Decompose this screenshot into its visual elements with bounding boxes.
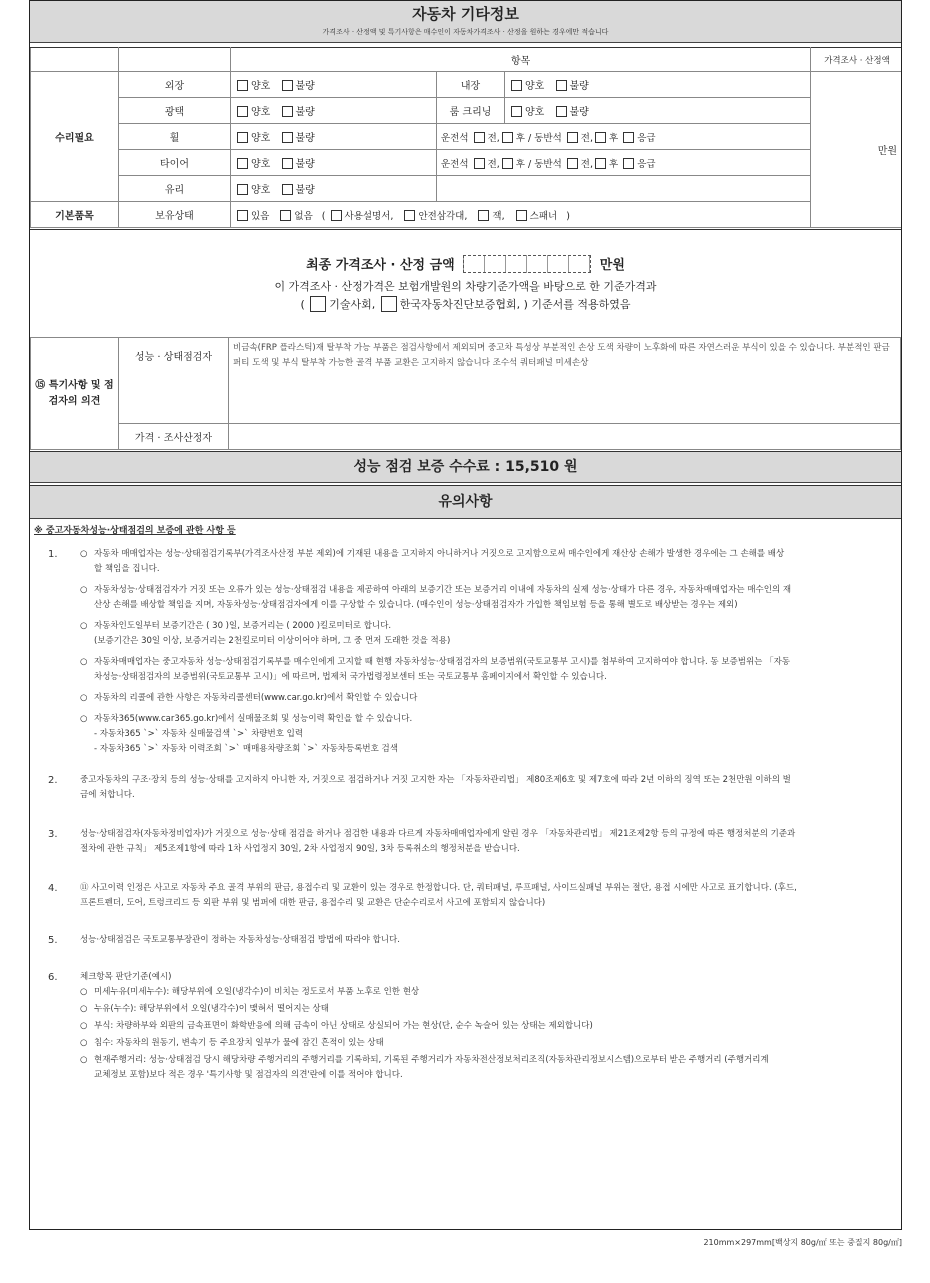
checkbox-tire-emergency[interactable]	[623, 158, 634, 169]
org2-label: 한국자동차진단보증협회,	[399, 298, 521, 311]
checkbox-gloss-bad[interactable]	[282, 106, 293, 117]
checkbox-tire-driver-front[interactable]	[474, 158, 485, 169]
note-line: 성능·상태점검은 국토교통부장관이 정하는 자동차성능·상태점검 방법에 따라야 합니다.	[80, 935, 400, 945]
note-line: ○ 자동차의 리콜에 관한 사항은 자동차리콜센터(www.car.go.kr)에서 확인할 수 있습니다	[94, 693, 418, 703]
note-line: 차성능·상태점검자의 보증범위(국토교통부 고시)」에 따르며, 법제처 국가법령정보센터 또는 국토교통부 홈페이지에서 확인할 수 있습니다.	[94, 672, 607, 682]
note-line: 산상 손해를 배상할 책임을 지며, 자동차성능·상태점검자에게 이를 구상할 수 있습니다. (매수인이 성능·상태점검자가 가입한 책임보험 등을 통해 별도로 배상받는 경우는 제외)	[94, 600, 738, 610]
paren: )	[566, 210, 570, 222]
group-basic: 기본품목	[31, 202, 119, 228]
opt-label: 불량	[569, 81, 589, 92]
row-equipment-label: 보유상태	[119, 202, 231, 228]
seat-emergency: 응급	[637, 132, 656, 144]
paren: (	[300, 298, 305, 311]
opt-label: 있음	[251, 210, 270, 222]
page-title: 자동차 기타정보	[412, 5, 519, 23]
note-line: ○ 누유(누수): 해당부위에서 오일(냉각수)이 맺혀서 떨어지는 상태	[94, 1004, 329, 1014]
opt-label: 양호	[251, 185, 271, 196]
group-repair: 수리필요	[31, 72, 119, 202]
seat-front: 전	[487, 158, 497, 170]
opt-label: 안전삼각대,	[418, 210, 468, 222]
checkbox-tire-driver-rear[interactable]	[502, 158, 513, 169]
note-line: ⑪ 사고이력 인정은 사고로 자동차 주요 골격 부위의 판금, 용접수리 및 교환이 있는 경우로 한정합니다. 단, 쿼터패널, 루프패널, 사이드실패널 부위는 절단, 용접 시에만 사고로 표기합니다. (후드,	[80, 883, 797, 893]
row-exterior-label: 외장	[119, 72, 231, 98]
checkbox-org2[interactable]	[381, 296, 397, 312]
note-line: - 자동차365 `>` 자동차 실매물검색 `>` 차량번호 입력	[94, 729, 304, 739]
note-line: ○ 자동차성능·상태점검자가 거짓 또는 오류가 있는 성능·상태점검 내용을 제공하여 아래의 보증기간 또는 보증거리 이내에 자동차의 실제 성능·상태가 다른 경우, 자동차매매업자는 매수인의 재	[94, 585, 792, 595]
note-line: ○ 현재주행거리: 성능·상태점검 당시 해당차량 주행거리의 주행거리를 기록하되, 기록된 주행거리가 자동차전산정보처리조직(자동차관리정보시스템)으로부터 받은 주행거리 (주행거리계	[94, 1055, 769, 1065]
seat-sep: /	[528, 158, 532, 170]
checkbox-tire-bad[interactable]	[282, 158, 293, 169]
final-price-desc1: 이 가격조사 · 산정가격은 보험개발원의 차량기준가액을 바탕으로 한 기준가격과	[274, 280, 657, 293]
opt-label: 스패너	[529, 210, 558, 222]
final-price-section	[30, 229, 901, 337]
seat-sep: /	[528, 132, 532, 144]
seat-passenger: 동반석	[534, 132, 562, 144]
note-number: 1.	[48, 549, 58, 560]
inspection-table	[30, 337, 901, 450]
note-line: 금에 처합니다.	[80, 790, 135, 800]
checkbox-wheel-driver-rear[interactable]	[502, 132, 513, 143]
paren: (	[321, 210, 326, 222]
checkbox-exterior-good[interactable]	[237, 80, 248, 91]
seat-passenger: 동반석	[534, 158, 562, 170]
opt-label: 양호	[251, 107, 271, 118]
note-sub	[80, 712, 895, 757]
notes-title: 유의사항	[438, 494, 493, 510]
checkbox-tire-pass-rear[interactable]	[595, 158, 606, 169]
note-sub	[80, 985, 895, 1000]
note-sub	[80, 691, 895, 706]
price-examiner-opinion[interactable]	[229, 424, 901, 450]
fee-bar	[30, 451, 901, 483]
seat-front: 전	[487, 132, 497, 144]
opt-label: 잭,	[492, 210, 505, 222]
note-number: 2.	[48, 775, 58, 786]
note-line: 프론트펜더, 도어, 트렁크리드 등 외판 부위 및 범퍼에 대한 판금, 용접수리 및 교환은 단순수리로서 사고에 포함되지 않습니다)	[80, 898, 546, 908]
paper-spec-footer: 210mm×297mm[백상지 80g/㎡ 또는 중질지 80g/㎡]	[703, 1238, 902, 1247]
note-line: 성능·상태점검자(자동차정비업자)가 거짓으로 성능·상태 점검을 하거나 점검한 내용과 다르게 자동차매매업자에게 알린 경우 「자동차관리법」 제21조제2항 등의 규정에 따른 행정처분의 기준과	[80, 829, 796, 839]
seat-rear: 후	[609, 158, 619, 170]
checkbox-glass-good[interactable]	[237, 184, 248, 195]
checkbox-interior-good[interactable]	[511, 80, 522, 91]
opt-label: 양호	[525, 107, 545, 118]
seat-driver: 운전석	[441, 158, 469, 170]
note-sub	[80, 547, 895, 577]
inspection-form	[29, 0, 902, 1230]
note-line: ○ 자동차인도일부터 보증기간은 ( 30 )일, 보증거리는 ( 2000 )킬로미터로 합니다.	[94, 621, 392, 631]
row-tire-label: 타이어	[119, 150, 231, 176]
fee-text: 성능 점검 보증 수수료 : 15,510 원	[353, 459, 578, 475]
opt-label: 불량	[295, 107, 315, 118]
note-sub	[80, 655, 895, 685]
note-line: ○ 미세누유(미세누수): 해당부위에 오일(냉각수)이 비치는 정도로서 부품 노후로 인한 현상	[94, 987, 420, 997]
checkbox-equip-spanner[interactable]	[516, 210, 527, 221]
note-line: 할 책임을 집니다.	[94, 564, 160, 574]
note-item-5	[34, 933, 895, 948]
checkbox-equip-triangle[interactable]	[404, 210, 415, 221]
note-item-2	[34, 773, 895, 803]
header-price: 가격조사 · 산정액	[811, 48, 902, 72]
note-sub	[80, 619, 895, 649]
checkbox-equip-yes[interactable]	[237, 210, 248, 221]
seat-emergency: 응급	[637, 158, 656, 170]
note-6-head: 체크항목 판단기준(예시)	[80, 972, 172, 982]
price-unit: 만원	[811, 72, 902, 228]
checkbox-wheel-bad[interactable]	[282, 132, 293, 143]
checkbox-org1[interactable]	[310, 296, 326, 312]
checkbox-wheel-emergency[interactable]	[623, 132, 634, 143]
note-item-6	[34, 970, 895, 1083]
opt-label: 양호	[525, 81, 545, 92]
org1-label: 기술사회,	[329, 298, 376, 311]
checkbox-room-bad[interactable]	[556, 106, 567, 117]
row-room-cleaning-label: 룸 크리닝	[437, 98, 505, 124]
final-price-unit: 만원	[599, 258, 625, 273]
note-line: 중고자동차의 구조·장치 등의 성능·상태를 고지하지 아니한 자, 거짓으로 점검하거나 거짓 고지한 자는 「자동차관리법」 제80조제6호 및 제7호에 따라 2년 이하의 징역 또는 2천만원 이하의 벌	[80, 775, 791, 785]
opt-label: 불량	[295, 185, 315, 196]
notes-head: ※ 중고자동차성능·상태점검의 보증에 관한 사항 등	[34, 526, 236, 536]
note-line: ○ 침수: 자동차의 원동기, 변속기 등 주요장치 일부가 물에 잠긴 흔적이 있는 상태	[94, 1038, 384, 1048]
checkbox-gloss-good[interactable]	[237, 106, 248, 117]
seat-front: 전	[580, 158, 590, 170]
note-line: ○ 자동차 매매업자는 성능·상태점검기록부(가격조사산정 부분 제외)에 기재된 내용을 고지하지 아니하거나 거짓으로 고지함으로써 매수인에게 재산상 손해가 발생한 경우에는 그 손해를 배상	[94, 549, 785, 559]
opt-label: 불량	[295, 159, 315, 170]
note-item-3	[34, 827, 895, 857]
note-line: ○ 자동차365(www.car365.go.kr)에서 실매물조회 및 성능이력 확인을 할 수 있습니다.	[94, 714, 413, 724]
seat-rear: 후	[515, 158, 525, 170]
checkbox-wheel-pass-front[interactable]	[567, 132, 578, 143]
note-line: ○ 자동차매매업자는 중고자동차 성능·상태점검기록부를 매수인에게 고지할 때 현행 자동차성능·상태점검자의 보증범위(국토교통부 고시)를 첨부하여 고지하여야 합니다. 동 보증범위는 「자동	[94, 657, 791, 667]
checkbox-interior-bad[interactable]	[556, 80, 567, 91]
opt-label: 불량	[295, 133, 315, 144]
note-number: 5.	[48, 935, 58, 946]
checkbox-equip-jack[interactable]	[478, 210, 489, 221]
checkbox-tire-pass-front[interactable]	[567, 158, 578, 169]
opt-label: 양호	[251, 81, 271, 92]
opt-label: 불량	[569, 107, 589, 118]
row-wheel-label: 휠	[119, 124, 231, 150]
checkbox-wheel-pass-rear[interactable]	[595, 132, 606, 143]
note-item-4	[34, 881, 895, 911]
note-sub	[80, 1053, 895, 1083]
checkbox-equip-manual[interactable]	[331, 210, 342, 221]
row-interior-label: 내장	[437, 72, 505, 98]
inspection-group: ⑮ 특기사항 및 점검자의 의견	[31, 338, 119, 450]
note-item-1	[34, 547, 895, 757]
final-price-label: 최종 가격조사 · 산정 금액	[306, 258, 455, 273]
checkbox-equip-no[interactable]	[280, 210, 291, 221]
note-line: (보증기간은 30일 이상, 보증거리는 2천킬로미터 이상이어야 하며, 그 중 먼저 도래한 것을 적용)	[94, 636, 451, 646]
checkbox-tire-good[interactable]	[237, 158, 248, 169]
notes-section	[34, 524, 895, 1085]
row-gloss-label: 광택	[119, 98, 231, 124]
price-examiner-label: 가격 · 조사산정자	[119, 424, 229, 450]
note-line: 절차에 관한 규칙」 제5조제1항에 따라 1차 사업정지 30일, 2차 사업정지 90일, 3차 등록취소의 행정처분을 받습니다.	[80, 844, 520, 854]
opt-label: 불량	[295, 81, 315, 92]
note-number: 4.	[48, 883, 58, 894]
final-price-input[interactable]	[463, 255, 591, 273]
opt-label: 사용설명서,	[344, 210, 394, 222]
title-bar	[30, 1, 901, 43]
note-number: 3.	[48, 829, 58, 840]
checkbox-glass-bad[interactable]	[282, 184, 293, 195]
final-price-desc2: ) 기준서를 적용하였음	[523, 298, 631, 311]
row-glass-label: 유리	[119, 176, 231, 202]
note-sub	[80, 1002, 895, 1017]
note-line: ○ 부식: 차량하부와 외판의 금속표면이 화학반응에 의해 금속이 아닌 상태로 상실되어 가는 현상(단, 순수 녹슬어 있는 상태는 제외합니다)	[94, 1021, 593, 1031]
note-sub	[80, 1019, 895, 1034]
opt-label: 양호	[251, 159, 271, 170]
note-sub	[80, 583, 895, 613]
checkbox-wheel-driver-front[interactable]	[474, 132, 485, 143]
note-sub	[80, 1036, 895, 1051]
note-line: 교체정보 포함)보다 적은 경우 '특기사항 및 점검자의 의견'란에 이를 적어야 합니다.	[94, 1070, 403, 1080]
opt-label: 양호	[251, 133, 271, 144]
header-item: 항목	[231, 48, 811, 72]
seat-front: 전	[580, 132, 590, 144]
performance-label: 성능 · 상태점검자	[119, 338, 229, 424]
note-line: - 자동차365 `>` 자동차 이력조회 `>` 매매용차량조회 `>` 자동차등록번호 검색	[94, 744, 398, 754]
page-subtitle: 가격조사 · 산정액 및 특기사항은 매수인이 자동차가격조사 · 산정을 원하는 경우에만 적습니다	[322, 28, 609, 36]
checkbox-wheel-good[interactable]	[237, 132, 248, 143]
checkbox-room-good[interactable]	[511, 106, 522, 117]
other-info-table: 항목 가격조사 · 산정액 수리필요 외장 양호 불량 내장 양호 불량 만원 광택 양호 불량 룸 크리닝 양호 불량 휠 양호 불량 운전석 전, 후 / 동반석 전, 후 응급 타이어 양호 불량 운전석 전, 후 / 동반석 전, 후 응급 유리 양호 불량 기본품목 보유상태 있음 없음 ( 사용설명서, 안전삼각대, 잭, 스패너 )	[30, 47, 902, 228]
seat-rear: 후	[609, 132, 619, 144]
seat-driver: 운전석	[441, 132, 469, 144]
performance-opinion[interactable]: 비금속(FRP 플라스틱)재 탈부착 가능 부품은 점검사항에서 제외되며 중고차 특성상 부분적인 손상 도색 차량이 노후화에 따른 자연스러운 부식이 있을 수 있습니다. 부분적인 판금 퍼티 도색 및 부식 탈부착 가능한 골격 부품 교환은 고지하지 않습니다 조수석 쿼터패널 미세손상	[229, 338, 901, 424]
notes-bar	[30, 485, 901, 519]
note-number: 6.	[48, 972, 58, 983]
checkbox-exterior-bad[interactable]	[282, 80, 293, 91]
opt-label: 없음	[294, 210, 313, 222]
seat-rear: 후	[515, 132, 525, 144]
